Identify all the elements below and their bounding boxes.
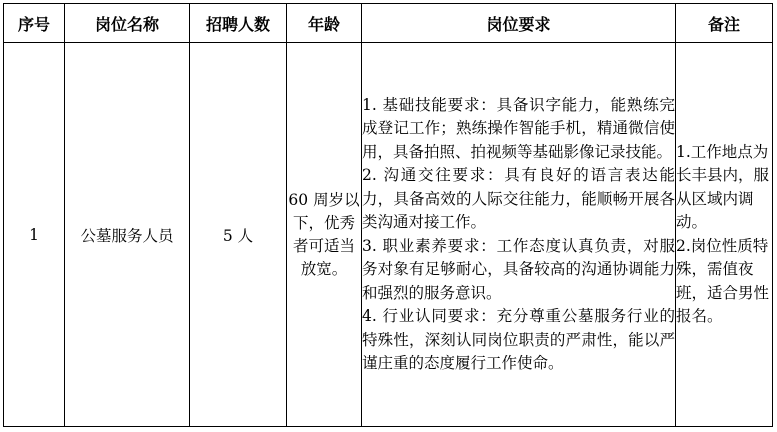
- requirement-item: 3. 职业素养要求：工作态度认真负责，对服务对象有足够耐心，具备较高的沟通协调能力和强烈的服务意识。: [362, 236, 675, 302]
- header-row: [4, 4, 773, 43]
- cell-requirements: [362, 43, 676, 427]
- requirement-item: 2. 沟通交往要求：具有良好的语言表达能力，具备高效的人际交往能力，能顺畅开展各类沟通对接工作。: [362, 166, 675, 231]
- cell-position: 公墓服务人员: [65, 43, 190, 427]
- cell-count: 5 人: [190, 43, 287, 427]
- remark-item: 2.岗位性质特殊，需值夜班，适合男性报名。: [676, 236, 770, 325]
- cell-age: 60 周岁以下，优秀者可适当放宽。: [287, 43, 362, 427]
- header-requirements: 岗位要求: [362, 4, 676, 43]
- header-position: 岗位名称: [65, 4, 190, 43]
- cell-remarks: [676, 43, 773, 427]
- header-seq: 序号: [4, 4, 65, 43]
- header-remarks: 备注: [676, 4, 773, 43]
- requirement-item: 4. 行业认同要求：充分尊重公墓服务行业的特殊性，深刻认同岗位职责的严肃性，能以严谨庄重的态度履行工作使命。: [362, 307, 675, 372]
- header-age: 年龄: [287, 4, 362, 43]
- requirement-item: 1. 基础技能要求：具备识字能力，能熟练完成登记工作；熟练操作智能手机，精通微信使用，具备拍照、拍视频等基础影像记录技能。: [362, 95, 675, 161]
- remark-item: 1.工作地点为长丰县内，服从区域内调动。: [676, 142, 770, 231]
- job-posting-table: [3, 3, 773, 427]
- cell-seq: 1: [4, 43, 65, 427]
- table-row: [4, 43, 773, 427]
- header-count: 招聘人数: [190, 4, 287, 43]
